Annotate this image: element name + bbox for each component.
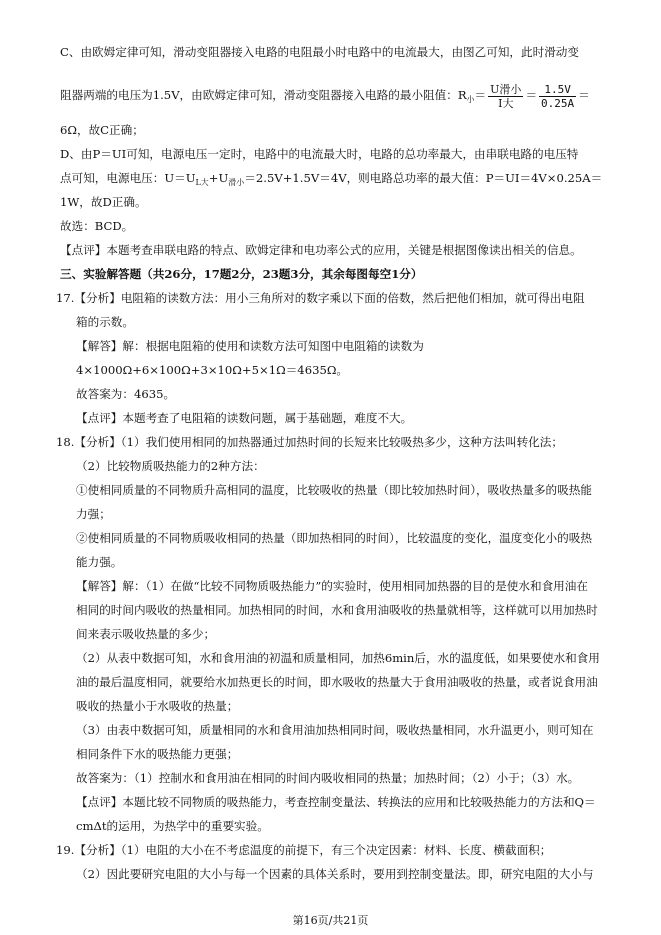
text-line: （3）由表中数据可知，质量相同的水和食用油加热相同时间，吸收热量相同，水升温更小，则可知在 <box>76 723 594 737</box>
text-span: 点可知，电源电压：U＝U <box>60 171 196 185</box>
text-line: C、由欧姆定律可知，滑动变阻器接入电路的电阻最小时电路中的电流最大，由图乙可知，此时滑动变 <box>60 45 579 59</box>
formula-line <box>60 170 613 191</box>
text-line: 吸收的热量小于水吸收的热量； <box>76 699 239 713</box>
subscript: 小 <box>466 95 475 104</box>
fraction-numerator: U滑小 <box>490 82 522 96</box>
text-span: ＝2.5V+1.5V＝4V，则电路总功率的最大值：P＝UI＝4V×0.25A＝ <box>244 171 603 185</box>
equals: ＝ <box>578 88 590 102</box>
text-line: 油的最后温度相同，就要给水加热更长的时间，即水吸收的热量大于食用油吸收的热量，或者说食用油 <box>76 675 598 689</box>
page-number: 第16页/共21页 <box>292 914 369 927</box>
text-line: （2）从表中数据可知，水和食用油的初温和质量相同，加热6min后，水的温度低，如果要使水和食用 <box>76 651 600 665</box>
subscript: L大 <box>195 178 209 187</box>
text-line: cmΔt的运用，为热学中的重要实验。 <box>76 819 269 833</box>
fraction-denominator: I大 <box>498 96 514 110</box>
text-line: 【点评】本题比较不同物质的吸热能力，考查控制变量法、转换法的应用和比较吸热能力的方法和Q＝ <box>76 795 596 809</box>
text-line: 19.【分析】（1）电阻的大小在不考虑温度的前提下，有三个决定因素：材料、长度、横截面积； <box>56 843 552 857</box>
text-line: 间来表示吸收热量的多少； <box>76 627 216 641</box>
text-span: +U <box>208 171 229 185</box>
text-line: 18.【分析】（1）我们使用相同的加热器通过加热时间的长短来比较吸热多少，这种方法叫转化法； <box>56 435 563 449</box>
text-line: ①使相同质量的不同物质升高相同的温度，比较吸收的热量（即比较加热时间），吸收热量多的吸热能 <box>76 483 592 497</box>
fraction-1 <box>488 83 523 110</box>
formula-line <box>60 80 613 115</box>
text-line: 相同的时间内吸收的热量相同。加热相同的时间，水和食用油吸收的热量就相等，这样就可以用加热时 <box>76 603 598 617</box>
text-line: ②使相同质量的不同物质吸收相同的热量（即加热相同的时间），比较温度的变化，温度变化小的吸热 <box>76 531 592 545</box>
subscript: 滑小 <box>228 178 245 187</box>
text-line: 故答案为：（1）控制水和食用油在相同的时间内吸收相同的热量；加热时间；（2）小于；（3）水。 <box>76 771 580 785</box>
text-line: 故答案为：4635。 <box>76 387 176 401</box>
text-line: 箱的示数。 <box>76 315 134 329</box>
text-line: 4×1000Ω+6×100Ω+3×10Ω+5×1Ω＝4635Ω。 <box>76 363 349 377</box>
equals: ＝ <box>525 88 538 102</box>
fraction-denominator: 0.25A <box>541 96 575 110</box>
text-line: 相同条件下水的吸热能力更强； <box>76 747 239 761</box>
text-line: 【点评】本题考查串联电路的特点、欧姆定律和电功率公式的应用，关键是根据图像读出相关的信息。 <box>60 243 582 257</box>
text-line: （2）比较物质吸热能力的2种方法： <box>76 459 265 473</box>
text-line: 17.【分析】电阻箱的读数方法：用小三角所对的数字乘以下面的倍数，然后把他们相加，就可得出电阻 <box>56 291 585 305</box>
text-line: 故选：BCD。 <box>60 219 134 233</box>
text-line: 6Ω，故C正确； <box>60 123 144 137</box>
text-line: 能力强。 <box>76 555 123 569</box>
fraction-numerator: 1.5V <box>539 83 576 97</box>
text-line: 力强； <box>76 507 111 521</box>
text-line: 【解答】解：（1）在做“比较不同物质吸热能力”的实验时，使用相同加热器的目的是使水和食用油在 <box>76 579 588 593</box>
fraction-2 <box>539 83 576 110</box>
section-heading: 三、实验解答题（共26分，17题2分，23题3分，其余每图每空1分） <box>60 267 423 281</box>
text-line: 【解答】解：根据电阻箱的使用和读数方法可知图中电阻箱的读数为 <box>76 339 424 353</box>
text-span: 阻器两端的电压为1.5V，由欧姆定律可知，滑动变阻器接入电路的最小阻值：R <box>60 88 467 102</box>
text-line: 【点评】本题考查了电阻箱的读数问题，属于基础题，难度不大。 <box>76 411 413 425</box>
text-line: 1W，故D正确。 <box>60 195 147 209</box>
equals: ＝ <box>474 88 487 102</box>
text-line: （2）因此要研究电阻的大小与每一个因素的具体关系时，要用到控制变量法。即，研究电阻的大小与 <box>76 867 594 881</box>
text-line: D、由P＝UI可知，电源电压一定时，电路中的电流最大时，电路的总功率最大，由串联电路的电压特 <box>60 147 579 161</box>
